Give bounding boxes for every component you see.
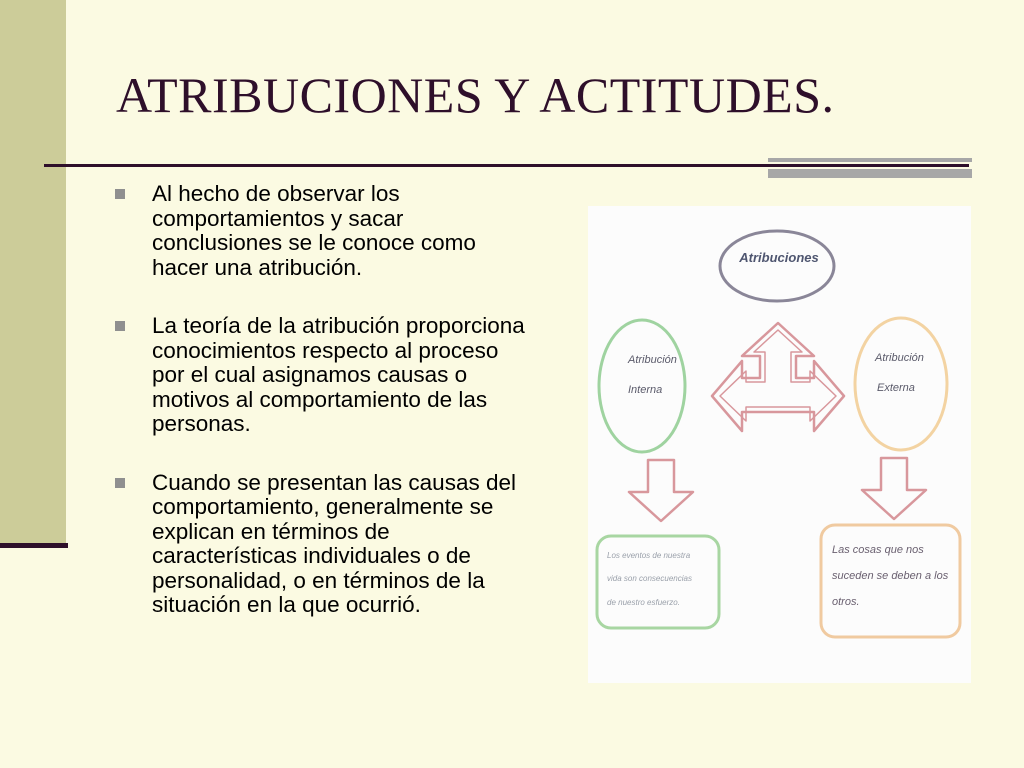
- left-box-line-1: Los eventos de nuestra: [607, 551, 691, 560]
- bullet-list: [112, 182, 532, 652]
- right-box-line-2: suceden se deben a los: [832, 570, 949, 582]
- title-divider: [44, 164, 969, 167]
- right-down-arrow-icon: [862, 458, 926, 519]
- right-box-line-1: Las cosas que nos: [832, 544, 924, 556]
- bullet-text: Al hecho de observar los comportamientos y sacar conclusiones se le conoce como hacer una atribución.: [152, 181, 476, 280]
- internal-attribution-label-2: Interna: [628, 384, 663, 396]
- bullet-text: Cuando se presentan las causas del comportamiento, generalmente se explican en términos de características individuales o de personalidad, o en términos de la situación en la que ocurrió.: [152, 469, 516, 617]
- left-box-line-2: vida son consecuencias: [607, 574, 692, 583]
- attributions-label: Atribuciones: [739, 250, 819, 265]
- left-band-underline: [0, 543, 68, 548]
- bullet-item: [112, 314, 532, 437]
- slide-title: ATRIBUCIONES Y ACTITUDES.: [116, 67, 835, 123]
- square-bullet-icon: [115, 321, 125, 331]
- square-bullet-icon: [115, 478, 125, 488]
- right-box-line-3: otros.: [832, 596, 860, 608]
- bullet-text: La teoría de la atribución proporciona conocimientos respecto al proceso por el cual asignamos causas o motivos al comportamiento de las personas.: [152, 313, 525, 436]
- title-divider-accent-bottom: [768, 169, 972, 178]
- left-decorative-band: [0, 0, 66, 546]
- three-way-arrow-icon: [712, 323, 844, 431]
- external-attribution-label-1: Atribución: [875, 352, 924, 364]
- external-attribution-label-2: Externa: [877, 382, 915, 394]
- bullet-item: [112, 182, 532, 280]
- left-box-line-3: de nuestro esfuerzo.: [607, 598, 680, 607]
- square-bullet-icon: [115, 189, 125, 199]
- title-divider-accent-top: [768, 158, 972, 162]
- attribution-diagram: [588, 206, 971, 683]
- internal-attribution-label-1: Atribución: [628, 354, 677, 366]
- left-down-arrow-icon: [629, 460, 693, 521]
- bullet-item: [112, 471, 532, 618]
- attributions-oval: [720, 231, 834, 301]
